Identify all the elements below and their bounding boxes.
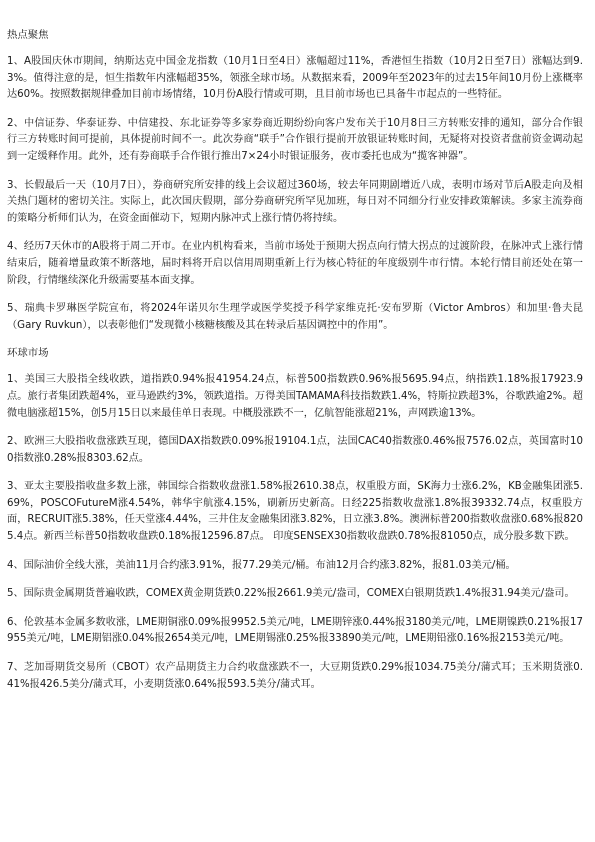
- global-markets-item-3: 3、亚太主要股指收盘多数上涨，韩国综合指数收盘涨1.58%报2610.38点，权重股方面，SK海力士涨6.2%，KB金融集团涨5.69%，POSCOFutureM涨4.54%，韩华宇航涨4.15%，刷新历史新高。日经225指数收盘涨1.8%报39332.74点，权重股方面，RECRUIT涨5.38%，任天堂涨4.44%，三井住友金融集团涨3.82%，日立涨3.8%。澳洲标普200指数收盘涨0.68%报8205.4点。新西兰标普50指数收盘跌0.18%报12596.87点。 印度SENSEX30指数收盘跌0.78%报81050点，成分股多数下跌。: [7, 481, 583, 543]
- hot-focus-item-2: 2、中信证券、华泰证券、中信建投、东北证券等多家券商近期纷纷向客户发布关于10月8日三方转账安排的通知，部分合作银行三方转账时间可提前，具体提前时间不一。此次券商“联手”合作银行提前开放银证转账时间，无疑将对投资者盘前资金调动起到一定缓释作用。此外，还有券商联手合作银行推出7×24小时银证服务，夜市委托也成为“揽客神器”。: [7, 117, 583, 162]
- global-markets-item-6: 6、伦敦基本金属多数收涨，LME期铜涨0.09%报9952.5美元/吨，LME期锌涨0.44%报3180美元/吨，LME期镍跌0.21%报17955美元/吨，LME期铝涨0.04%报2654美元/吨，LME期锡涨0.25%报33890美元/吨，LME期铅涨0.16%报2153美元/吨。: [7, 616, 583, 645]
- global-markets-item-5: 5、国际贵金属期货普遍收跌，COMEX黄金期货跌0.22%报2661.9美元/盎司，COMEX白银期货跌1.4%报31.94美元/盎司。: [7, 588, 575, 600]
- section-title-global-markets: 环球市场: [7, 347, 49, 360]
- global-markets-item-2: 2、欧洲三大股指收盘涨跌互现，德国DAX指数跌0.09%报19104.1点，法国CAC40指数涨0.46%报7576.02点，英国富时100指数涨0.28%报8303.62点。: [7, 436, 583, 464]
- global-markets-item-1: 1、美国三大股指全线收跌，道指跌0.94%报41954.24点，标普500指数跌0.96%报5695.94点，纳指跌1.18%报17923.9点。旅行者集团跌超4%，亚马逊跌约3%，领跌道指。万得美国TAMAMA科技指数跌1.4%，特斯拉跌超3%，谷歌跌逾2%。超微电脑涨超15%，创5月15日以来最佳单日表现。中概股涨跌不一，亿航智能涨超21%，声网跌逾13%。: [7, 374, 583, 419]
- section-title-hot-focus: 热点聚焦: [7, 29, 49, 41]
- section-global-markets: [7, 346, 583, 693]
- hot-focus-item-3: 3、长假最后一天（10月7日），券商研究所安排的线上会议超过360场，较去年同期剧增近八成，表明市场对节后A股走向及相关热门题材的密切关注。实际上，此次国庆假期，部分券商研究所罕见加班，每日对不同细分行业安排政策解读。多家主流券商的策略分析师们认为，在资金面催动下，短期内脉冲式上涨行情仍将持续。: [7, 179, 583, 224]
- hot-focus-item-5: 5、瑞典卡罗琳医学院宣布，将2024年诺贝尔生理学或医学奖授予科学家维克托·安布罗斯（Victor Ambros）和加里·鲁夫昆（Gary Ruvkun），以表彰他们“发现微小核糖核酸及其在转录后基因调控中的作用”。: [7, 303, 583, 331]
- section-hot-focus: [7, 28, 583, 334]
- hot-focus-item-4: 4、经历7天休市的A股将于周二开市。在业内机构看来，当前市场处于预期大拐点向行情大拐点的过渡阶段，在脉冲式上涨行情结束后，随着增量政策不断落地，届时料将开启以信用周期重新上行为核心特征的年度级别牛市行情。本轮行情目前还处在第一阶段，行情继续深化升级需要基本面支撑。: [7, 241, 583, 286]
- hot-focus-item-1: 1、A股国庆休市期间，纳斯达克中国金龙指数（10月1日至4日）涨幅超过11%，香港恒生指数（10月2日至7日）涨幅达到9.3%。值得注意的是，恒生指数年内涨幅超35%，领涨全球市场。从数据来看，2009年至2023年的过去15年间10月份上涨概率达60%。按照数据规律叠加目前市场情绪，10月份A股行情或可期，且目前市场也已具备牛市起点的一些特征。: [7, 56, 583, 101]
- global-markets-item-7: 7、芝加哥期货交易所（CBOT）农产品期货主力合约收盘涨跌不一，大豆期货跌0.29%报1034.75美分/蒲式耳；玉米期货涨0.41%报426.5美分/蒲式耳，小麦期货涨0.64%报593.5美分/蒲式耳。: [7, 662, 583, 690]
- global-markets-item-4: 4、国际油价全线大涨，美油11月合约涨3.91%，报77.29美元/桶。布油12月合约涨3.82%，报81.03美元/桶。: [7, 559, 516, 571]
